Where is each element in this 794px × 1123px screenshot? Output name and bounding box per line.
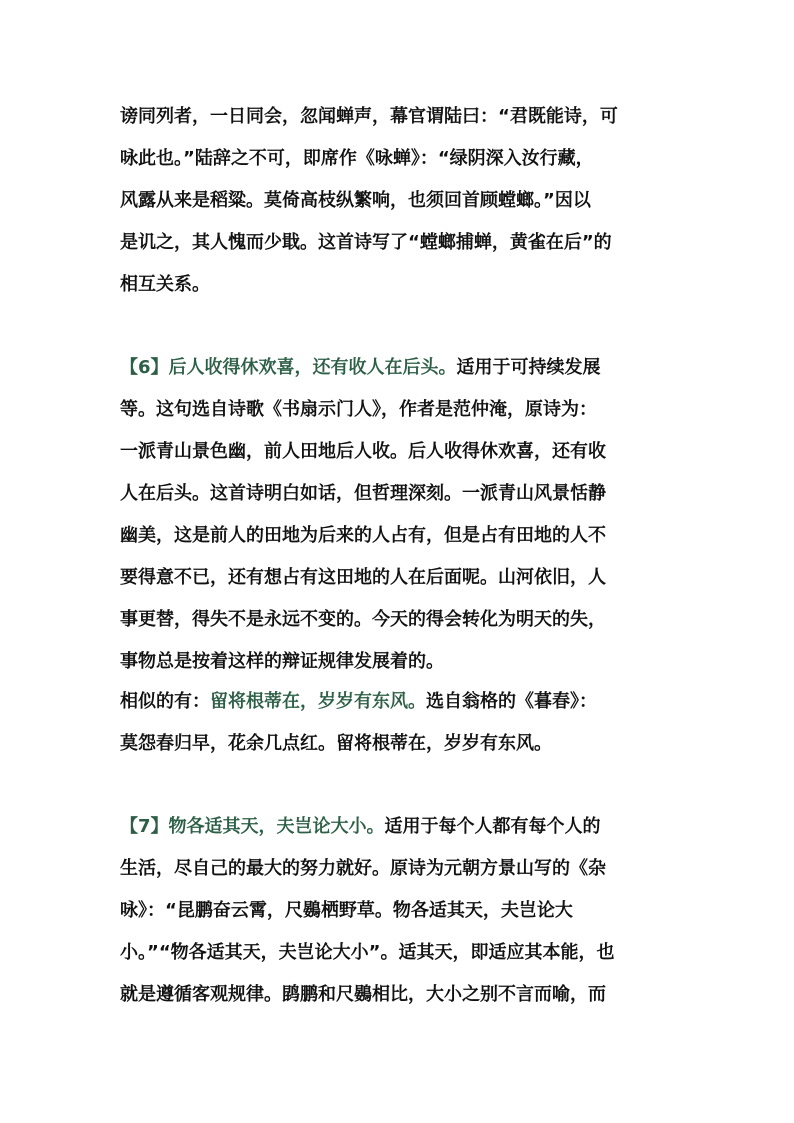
- section-7-heading-line: [120, 815, 672, 839]
- paragraph-line: 小。”“物各适其天，夫岂论大小”。适其天，即适应其本能，也: [120, 942, 615, 963]
- paragraph-line: 生活，尽自己的最大的努力就好。原诗为元朝方景山写的《杂: [120, 858, 606, 879]
- section-6-heading-line: [120, 356, 672, 380]
- similar-quote: 留将根蒂在，岁岁有东风。: [210, 691, 426, 712]
- section-6-heading-rest: 适用于可持续发展: [456, 357, 601, 378]
- paragraph-line: 就是遵循客观规律。鹍鹏和尺鷃相比，大小之别不言而喻，而: [120, 984, 606, 1005]
- paragraph-line: 咏此也。”陆辞之不可，即席作《咏蝉》：“绿阴深入汝行藏，: [120, 148, 594, 169]
- paragraph-line: 一派青山景色幽，前人田地后人收。后人收得休欢喜，还有收: [120, 441, 606, 462]
- section-6-heading: 【6】后人收得休欢喜，还有收人在后头。: [120, 357, 457, 378]
- paragraph-line: 谤同列者，一日同会，忽闻蝉声，幕官谓陆曰：“君既能诗，可: [120, 106, 618, 127]
- paragraph-line: 咏》：“昆鹏奋云霄，尺鷃栖野草。物各适其天，夫岂论大: [120, 900, 573, 921]
- section-7-heading-rest: 适用于每个人都有每个人的: [384, 816, 601, 837]
- paragraph-line: 事物总是按着这样的辩证规律发展着的。: [120, 651, 444, 672]
- paragraph-line: 要得意不已，还有想占有这田地的人在后面呢。山河依旧，人: [120, 567, 606, 588]
- paragraph-line: 幽美，这是前人的田地为后来的人占有，但是占有田地的人不: [120, 525, 606, 546]
- paragraph-line: 莫怨春归早，花余几点红。留将根蒂在，岁岁有东风。: [120, 733, 552, 754]
- similar-rest: 选自翁格的《暮春》：: [426, 691, 597, 712]
- paragraph-line: 是讥之，其人愧而少戢。这首诗写了“螳螂捕蝉，黄雀在后”的: [120, 232, 612, 253]
- similar-line: [120, 690, 672, 714]
- paragraph-line: 等。这句选自诗歌《书扇示门人》，作者是范仲淹，原诗为：: [120, 399, 597, 420]
- paragraph-line: 事更替，得失不是永远不变的。今天的得会转化为明天的失，: [120, 609, 606, 630]
- similar-prefix: 相似的有：: [120, 691, 210, 712]
- paragraph-line: 人在后头。这首诗明白如话，但哲理深刻。一派青山风景恬静: [120, 483, 606, 504]
- paragraph-line: 风露从来是稻粱。莫倚高枝纵繁响，也须回首顾螳螂。”因以: [120, 190, 591, 211]
- section-7-heading: 【7】物各适其天，夫岂论大小。: [120, 816, 385, 837]
- paragraph-line: 相互关系。: [120, 274, 210, 295]
